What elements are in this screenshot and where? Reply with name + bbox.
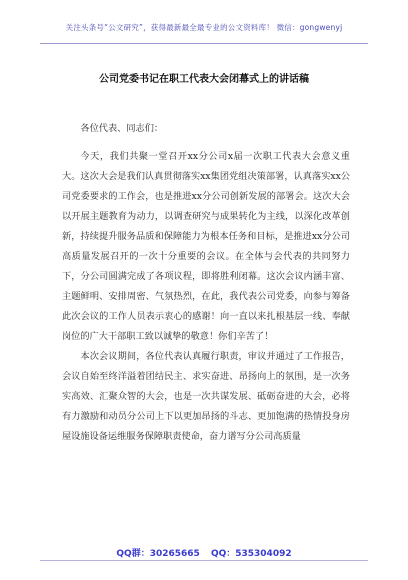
paragraph: 今天，我们共聚一堂召开xx分公司x届一次职工代表大会意义重大。这次大会是我们认真贯彻落实xx集团党组决策部署，认真落实xx公司党委要求的工作会，也是推进xx分公司创新发展的部署会。这次大会以开展主题教育为动力，以调查研究与成果转化为主线，以深化改革创新，持续提升服务品质和保障能力为根本任务和目标，是推进xx分公司高质量发展召开的一次十分重要的会议。在全体与会代表的共同努力下，分公司圆满完成了各项议程，即将胜利闭幕。这次会议内涵丰富、主题鲜明、安排周密、气氛热烈，在此，我代表公司党委，向参与筹备此次会议的工作人员表示衷心的感谢！向一直以来扎根基层一线、奉献岗位的广大干部职工致以诚挚的敬意！你们辛苦了！ — [62, 151, 350, 342]
footer-divider — [40, 560, 368, 561]
footer-qq-group: QQ群：30265665 — [116, 549, 200, 559]
paragraph: 本次会议期间，各位代表认真履行职责，审议并通过了工作报告，会议自始至终洋溢着团结民主、求实奋进、昂扬向上的氛围，是一次务实高效、汇聚众智的大会，也是一次共谋发展、砥砺奋进的大会，必将有力激励和动员分公司上下以更加昂扬的斗志、更加饱满的热情投身房屋设施设备运维服务保障职责使命，奋力谱写分公司高质量 — [62, 351, 350, 442]
header-banner: 关注头条号“公文研究”，获得最新最全最专业的公文资料库！ 微信：gongwenyj — [65, 23, 343, 32]
salutation: 各位代表、同志们： — [80, 123, 164, 134]
footer-qq: QQ：535304092 — [210, 549, 292, 559]
footer-contact — [0, 546, 408, 559]
document-body — [62, 113, 350, 447]
document-title: 公司党委书记在职工代表大会闭幕式上的讲话稿 — [99, 74, 309, 85]
header-divider — [40, 43, 368, 44]
